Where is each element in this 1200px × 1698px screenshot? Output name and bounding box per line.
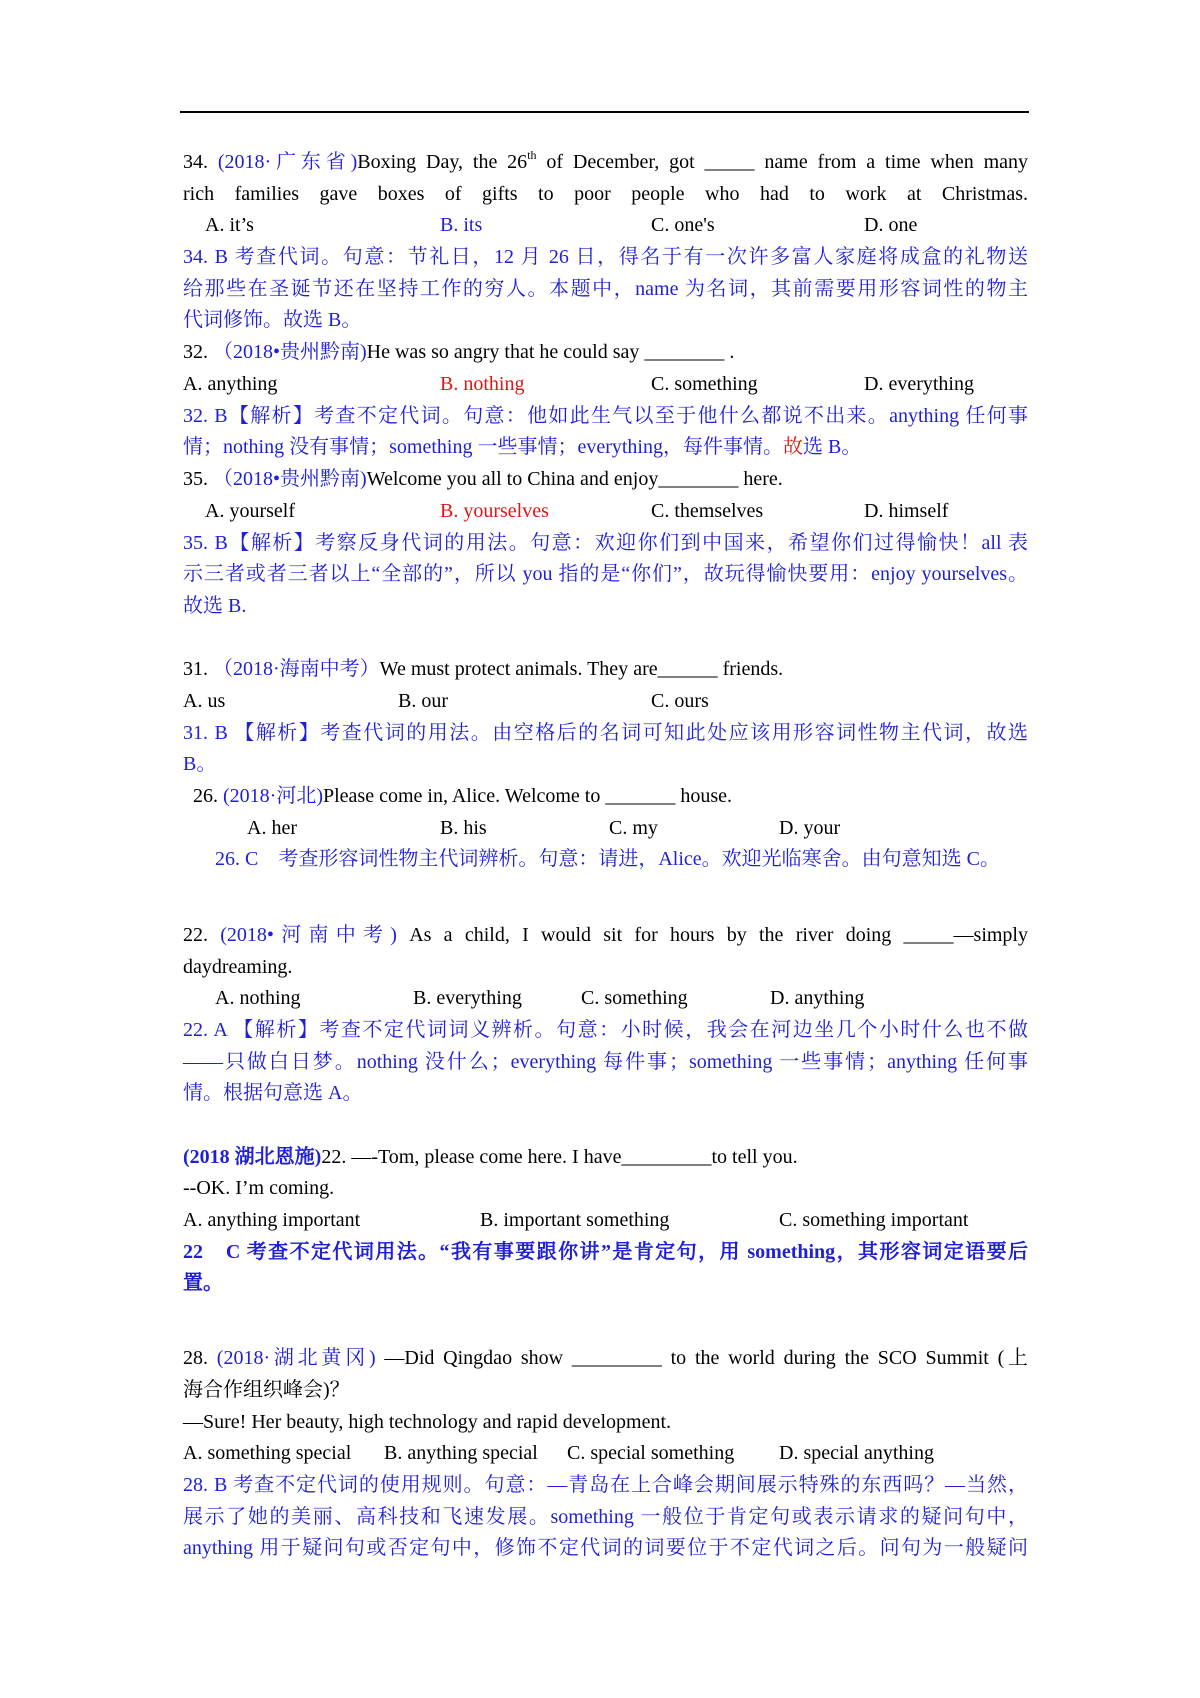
q35-stem: 35. （2018•贵州黔南)Welcome you all to China and enjoy________ here. <box>183 468 783 490</box>
q28-stem-line1: 28. (2018·湖北黄冈) —Did Qingdao show _________ to the world during the SCO Summit (上 <box>183 1347 1029 1369</box>
q22-enshi-source: (2018 湖北恩施) <box>183 1146 322 1168</box>
q35-option-d: D. himself <box>864 500 949 522</box>
q31-option-b: B. our <box>398 690 448 712</box>
q28-option-c: C. special something <box>567 1442 735 1464</box>
q34-option-d: D. one <box>864 214 918 236</box>
q28-option-b: B. anything special <box>384 1442 538 1464</box>
q26-option-b: B. his <box>440 817 487 839</box>
q34-answer-line3: 代词修饰。故选 B。 <box>183 309 362 331</box>
q28-source: (2018·湖北黄冈) <box>216 1347 376 1369</box>
q34-option-c: C. one's <box>651 214 715 236</box>
q34-source: (2018·广东省) <box>217 151 358 173</box>
q22-henan-stem-line2: daydreaming. <box>183 956 293 978</box>
q32-source: （2018•贵州黔南) <box>213 341 367 363</box>
q22-enshi-option-c: C. something important <box>779 1209 969 1231</box>
q32-option-b: B. nothing <box>440 373 525 395</box>
q32-option-d: D. everything <box>864 373 974 395</box>
q28-answer-line2: 展示了她的美丽、高科技和飞速发展。something 一般位于肯定句或表示请求的疑问句中， <box>183 1506 1028 1528</box>
q34-option-a: A. it’s <box>205 214 254 236</box>
q31-option-c: C. ours <box>651 690 709 712</box>
q35-answer-line3: 故选 B. <box>183 595 247 617</box>
q26-option-d: D. your <box>779 817 841 839</box>
q22-enshi-stem: (2018 湖北恩施)22. —-Tom, please come here. I have_________to tell you. <box>183 1146 798 1168</box>
q32-option-a: A. anything <box>183 373 278 395</box>
q22-enshi-option-b: B. important something <box>480 1209 670 1231</box>
q22-henan-option-d: D. anything <box>770 987 865 1009</box>
q35-option-a: A. yourself <box>205 500 295 522</box>
q34-stem-line2: rich families gave boxes of gifts to poor people who had to work at Christmas. <box>183 183 1028 205</box>
q22-enshi-answer-line2: 置。 <box>183 1272 223 1294</box>
q32-option-c: C. something <box>651 373 758 395</box>
q28-option-d: D. special anything <box>779 1442 934 1464</box>
q22-enshi-reply: --OK. I’m coming. <box>183 1177 335 1199</box>
q26-source: (2018·河北) <box>223 785 323 807</box>
q22-henan-option-b: B. everything <box>413 987 522 1009</box>
q28-option-a: A. something special <box>183 1442 352 1464</box>
q35-answer-line1: 35. B【解析】考察反身代词的用法。句意：欢迎你们到中国来，希望你们过得愉快！all 表 <box>183 532 1028 554</box>
q22-enshi-answer-line1: 22 C 考查不定代词用法。“我有事要跟你讲”是肯定句，用 something，其形容词定语要后 <box>183 1241 1028 1263</box>
header-rule <box>180 111 1029 113</box>
q34-answer-line1: 34. B 考查代词。句意：节礼日，12 月 26 日，得名于有一次许多富人家庭将成盒的礼物送 <box>183 246 1028 268</box>
q22-henan-stem-line1: 22. (2018•河南中考) As a child, I would sit for hours by the river doing _____—simply <box>183 924 1028 946</box>
q28-answer-line3: anything 用于疑问句或否定句中，修饰不定代词的词要位于不定代词之后。问句为一般疑问 <box>183 1537 1028 1559</box>
q22-enshi-option-a: A. anything important <box>183 1209 361 1231</box>
q22-henan-answer-line2: ——只做白日梦。nothing 没什么；everything 每件事；something 一些事情；anything 任何事 <box>183 1051 1028 1073</box>
q22-henan-option-a: A. nothing <box>215 987 301 1009</box>
q35-option-b: B. yourselves <box>440 500 549 522</box>
q34-answer-line2: 给那些在圣诞节还在坚持工作的穷人。本题中，name 为名词，其前需要用形容词性的物主 <box>183 278 1028 300</box>
q26-option-c: C. my <box>609 817 658 839</box>
q22-henan-source: (2018•河南中考) <box>220 924 397 946</box>
q31-source: （2018·海南中考） <box>213 658 380 680</box>
q26-stem: 26. (2018·河北)Please come in, Alice. Welcome to _______ house. <box>193 785 733 807</box>
q34-stem-line1: 34. (2018·广东省)Boxing Day, the 26th of December, got _____ name from a time when many <box>183 148 1029 173</box>
q32-answer-line1: 32. B【解析】考查不定代词。句意：他如此生气以至于他什么都说不出来。anything 任何事 <box>183 405 1028 427</box>
q35-answer-line2: 示三者或者三者以上“全部的”，所以 you 指的是“你们”，故玩得愉快要用：enjoy yourselves。 <box>183 563 1028 585</box>
q28-answer-line1: 28. B 考查不定代词的使用规则。句意：—青岛在上合峰会期间展示特殊的东西吗？—当然， <box>183 1474 1028 1496</box>
q22-henan-option-c: C. something <box>581 987 688 1009</box>
q26-option-a: A. her <box>247 817 297 839</box>
q31-stem: 31. （2018·海南中考）We must protect animals. They are______ friends. <box>183 658 784 680</box>
q28-stem-line2: 海合作组织峰会)？ <box>183 1379 350 1401</box>
q31-option-a: A. us <box>183 690 226 712</box>
q22-henan-answer-line3: 情。根据句意选 A。 <box>183 1082 363 1104</box>
q28-reply: —Sure! Her beauty, high technology and rapid development. <box>183 1411 672 1433</box>
q32-answer-line2: 情；nothing 没有事情；something 一些事情；everything，每件事情。故选 B。 <box>183 436 862 458</box>
q35-option-c: C. themselves <box>651 500 764 522</box>
q31-answer-line2: B。 <box>183 753 217 775</box>
q26-answer-line1: 26. C 考查形容词性物主代词辨析。句意：请进，Alice。欢迎光临寒舍。由句意知选 C。 <box>215 848 1000 870</box>
q32-stem: 32. （2018•贵州黔南)He was so angry that he could say ________ . <box>183 341 735 363</box>
q31-answer-line1: 31. B 【解析】考查代词的用法。由空格后的名词可知此处应该用形容词性物主代词，故选 <box>183 722 1028 744</box>
q22-henan-answer-line1: 22. A 【解析】考查不定代词词义辨析。句意：小时候，我会在河边坐几个小时什么也不做 <box>183 1019 1028 1041</box>
q35-source: （2018•贵州黔南) <box>213 468 367 490</box>
q34-option-b: B. its <box>440 214 483 236</box>
